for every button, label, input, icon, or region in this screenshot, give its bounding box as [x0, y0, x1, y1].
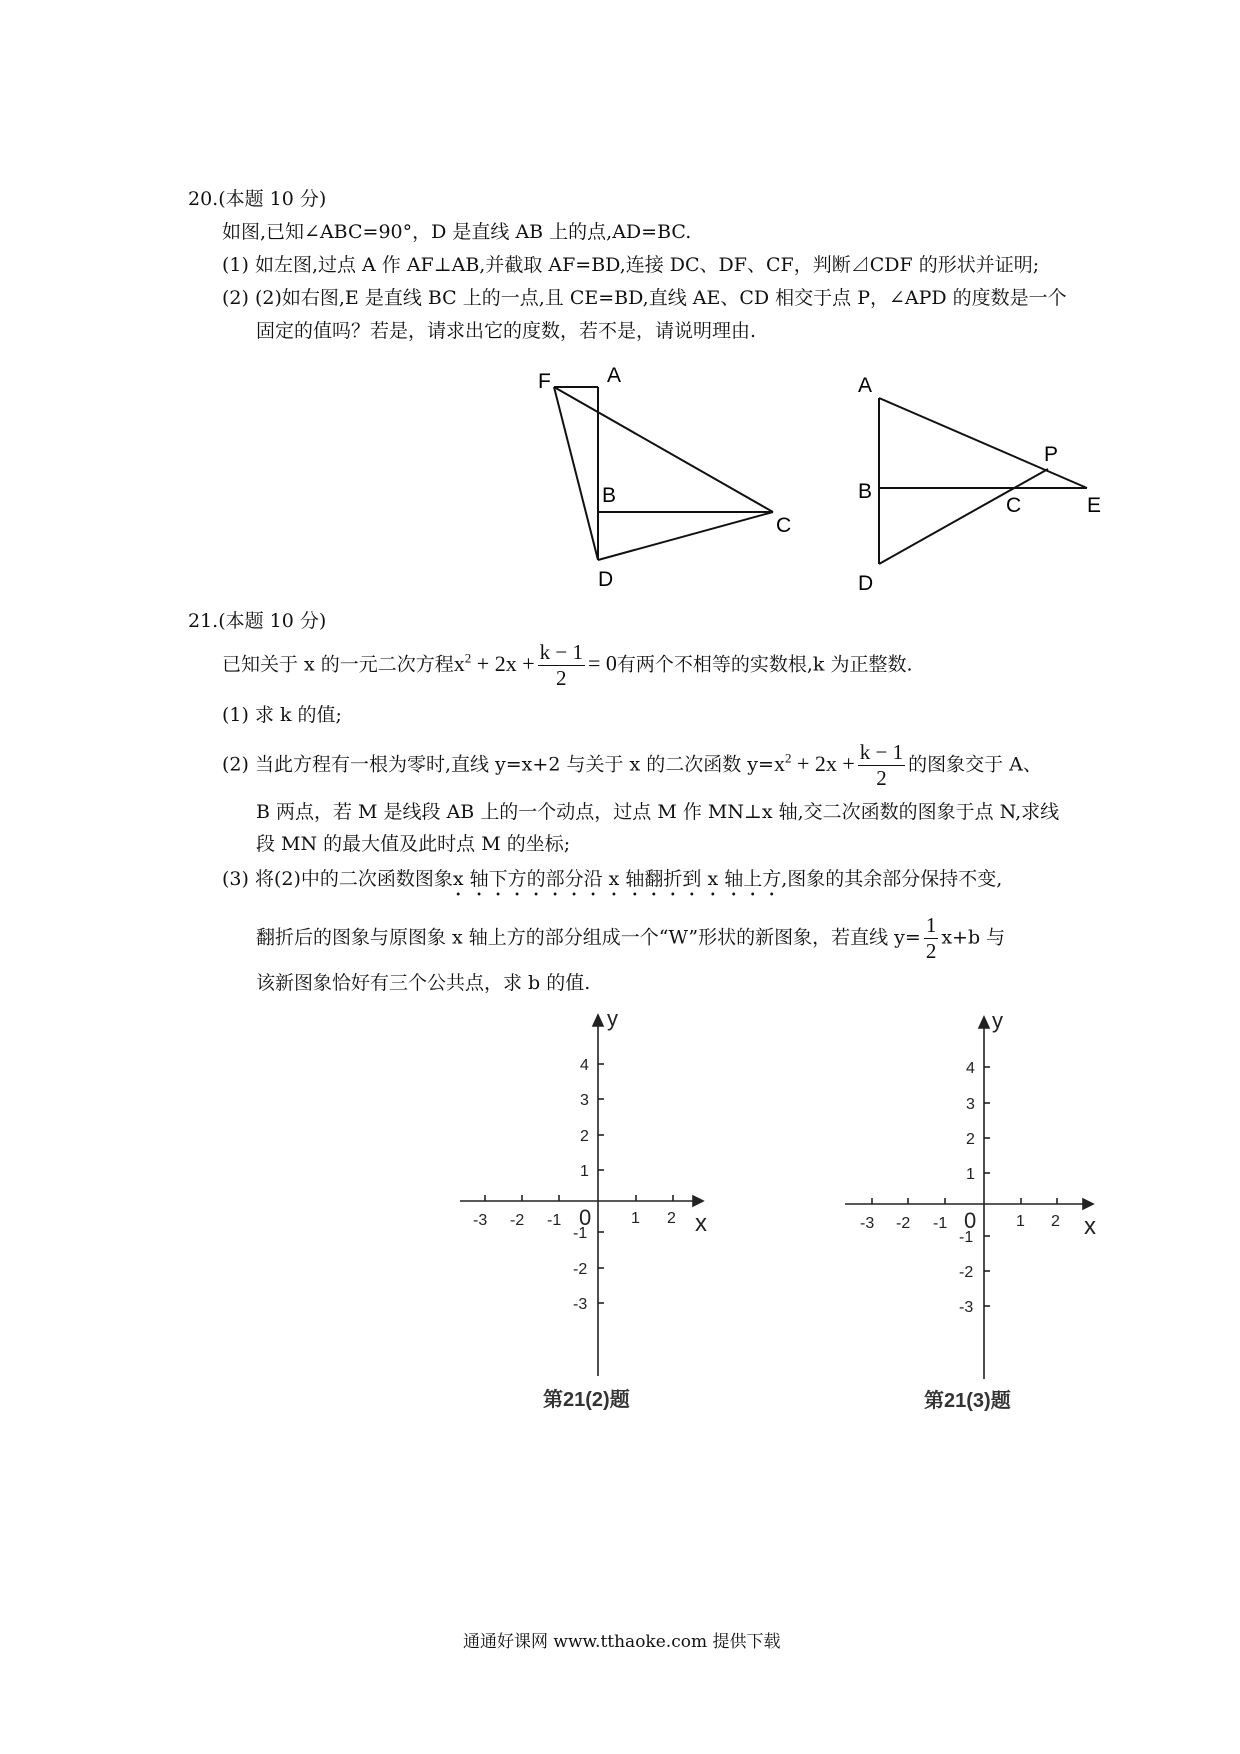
- q21-equation: $x^2 + 2x$ +: [453, 650, 535, 676]
- right-ytick-2: 2: [966, 1131, 975, 1148]
- q21-intro-post: 有两个不相等的实数根,k 为正整数.: [616, 653, 913, 676]
- right-xtick-neg3: -3: [860, 1215, 875, 1232]
- q21-part3-line2: 翻折后的图象与原图象 x 轴上方的部分组成一个“W”形状的新图象，若直线 y= $\frac{1}{2}$ x+b 与: [256, 913, 1006, 963]
- q20-intro: 如图,已知∠ABC=90°，D 是直线 AB 上的点,AD=BC.: [222, 221, 692, 243]
- right-xtick-2: 2: [1051, 1213, 1060, 1230]
- left-ytick-neg3: -3: [573, 1296, 588, 1313]
- left-graph-caption: 第21(2)题: [543, 1389, 630, 1411]
- right-label-b: B: [858, 480, 873, 503]
- right-label-c: C: [1006, 494, 1022, 517]
- q21-intro-pre: 已知关于 x 的一元二次方程: [222, 653, 454, 676]
- q21-graph-right: [840, 1004, 1120, 1434]
- right-ytick-neg2: -2: [959, 1264, 974, 1281]
- q21-part2-line2: B 两点，若 M 是线段 AB 上的一个动点，过点 M 作 MN⊥x 轴,交二次函数的图象于点 N,求线: [256, 801, 1060, 823]
- left-xtick-neg3: -3: [473, 1212, 488, 1229]
- left-ytick-2: 2: [580, 1128, 589, 1145]
- right-ytick-neg3: -3: [959, 1299, 974, 1316]
- q20-part1: (1) 如左图,过点 A 作 AF⊥AB,并截取 AF=BD,连接 DC、DF、CF，判断⊿CDF 的形状并证明;: [222, 254, 1040, 276]
- left-ytick-neg2: -2: [573, 1261, 588, 1278]
- right-ytick-4: 4: [966, 1060, 975, 1077]
- q21-part3-emphasis: x 轴下方的部分沿 x 轴翻折到 x 轴上方: [452, 868, 782, 890]
- right-label-e: E: [1087, 494, 1102, 517]
- right-ytick-neg1: -1: [959, 1229, 974, 1246]
- left-label-d: D: [598, 568, 614, 591]
- q21-part2-line1: (2) 当此方程有一根为零时,直线 y=x+2 与关于 x 的二次函数 $y=x^2 + 2x$ + $\frac{k - 1}{2}$ 的图象交于 A、: [222, 740, 1042, 790]
- q21-graph-left: [455, 1000, 735, 1430]
- right-x-axis-label: x: [1084, 1213, 1096, 1240]
- page-footer: 通通好课网 www.tthaoke.com 提供下载: [463, 1632, 781, 1652]
- left-label-a: A: [607, 364, 622, 387]
- right-graph-caption: 第21(3)题: [924, 1390, 1011, 1412]
- left-ytick-1: 1: [580, 1163, 589, 1180]
- q20-right-figure: [850, 370, 1120, 600]
- q21-intro: 已知关于 x 的一元二次方程$x^2 + 2x$ + $\frac{k - 1}{2}$ = 0有两个不相等的实数根,k 为正整数.: [222, 640, 913, 690]
- right-xtick-neg1: -1: [933, 1215, 948, 1232]
- left-label-c: C: [776, 514, 792, 537]
- q20-part2-line2: 固定的值吗？若是，请求出它的度数，若不是，请说明理由.: [256, 320, 757, 342]
- right-label-a: A: [858, 374, 873, 397]
- right-label-d: D: [858, 572, 874, 595]
- q21-part3-line3: 该新图象恰好有三个公共点，求 b 的值.: [256, 972, 591, 994]
- right-xtick-neg2: -2: [896, 1215, 911, 1232]
- right-xtick-1: 1: [1016, 1213, 1025, 1230]
- left-ytick-neg1: -1: [573, 1225, 588, 1242]
- q20-left-figure: [520, 360, 800, 600]
- left-origin-label: 0: [579, 1205, 592, 1230]
- q20-part2-line1: (2) (2)如右图,E 是直线 BC 上的一点,且 CE=BD,直线 AE、CD 相交于点 P，∠APD 的度数是一个: [222, 287, 1067, 309]
- left-xtick-neg1: -1: [547, 1212, 562, 1229]
- q21-part2-line3: 段 MN 的最大值及此时点 M 的坐标;: [256, 833, 571, 855]
- left-x-axis-label: x: [695, 1210, 707, 1237]
- left-ytick-4: 4: [580, 1057, 589, 1074]
- left-ytick-3: 3: [580, 1092, 589, 1109]
- left-xtick-neg2: -2: [510, 1212, 525, 1229]
- q21-part3-line1: (3) 将(2)中的二次函数图象x 轴下方的部分沿 x 轴翻折到 x 轴上方,图象的其余部分保持不变,: [222, 868, 1003, 890]
- right-y-axis-label: y: [992, 1008, 1003, 1033]
- right-origin-label: 0: [964, 1208, 977, 1233]
- right-ytick-1: 1: [966, 1166, 975, 1183]
- left-label-b: B: [602, 484, 617, 507]
- q21-part2-fraction: $\frac{k - 1}{2}$: [859, 740, 904, 790]
- left-xtick-1: 1: [631, 1210, 640, 1227]
- left-xtick-2: 2: [667, 1210, 676, 1227]
- right-label-p: P: [1044, 443, 1059, 466]
- right-ytick-3: 3: [966, 1096, 975, 1113]
- q21-part1: (1) 求 k 的值;: [222, 704, 342, 726]
- left-label-f: F: [538, 370, 551, 393]
- q20-header: 20.(本题 10 分): [188, 188, 327, 210]
- q21-fraction: $\frac{k - 1}{2}$: [539, 640, 583, 690]
- left-y-axis-label: y: [607, 1006, 618, 1031]
- q21-half-fraction: $\frac{1}{2}$: [925, 913, 937, 963]
- q21-header: 21.(本题 10 分): [188, 610, 327, 632]
